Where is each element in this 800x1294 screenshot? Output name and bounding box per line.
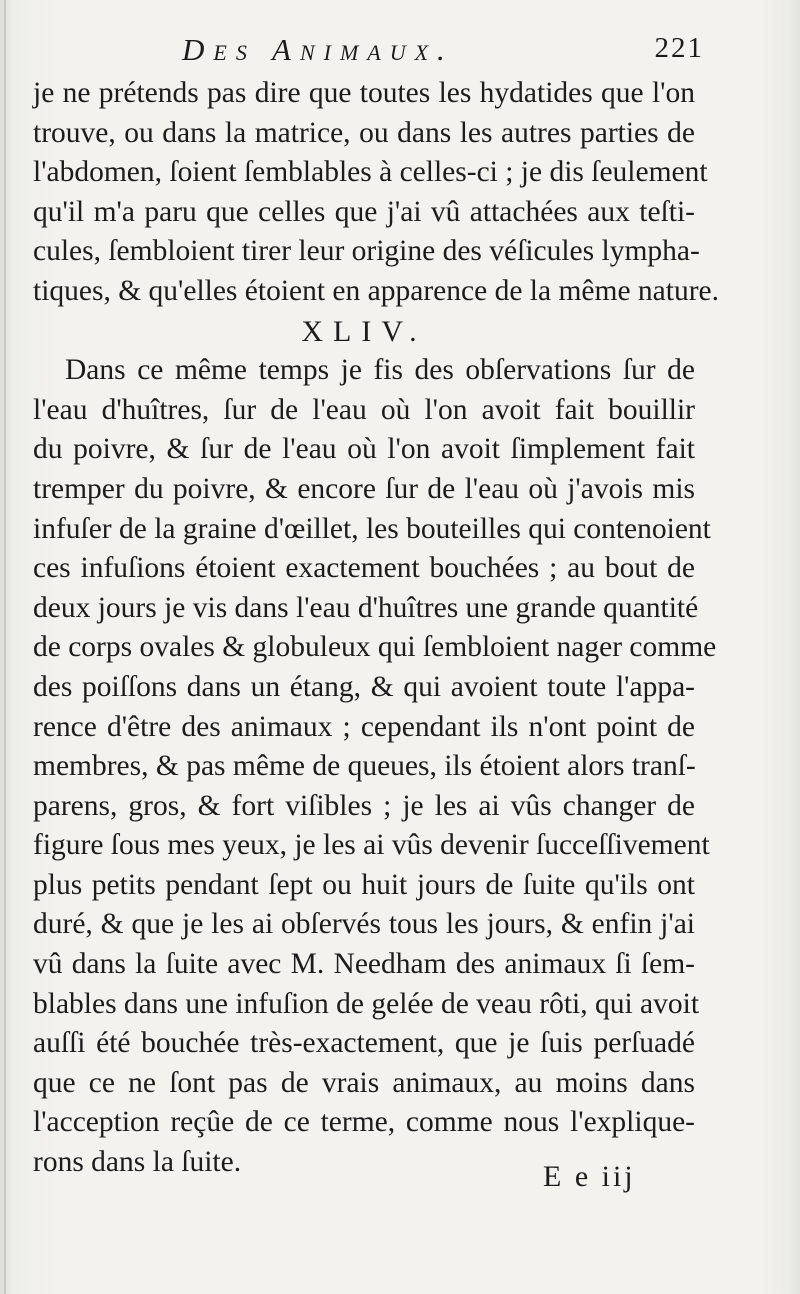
page-number: 221 [654,32,704,64]
text-line: des poiſſons dans un étang, & qui avoient toute l'appa- [33,670,695,703]
body-text [33,74,719,1183]
text-line: Dans ce même temps je fis des obſervations ſur de [65,354,695,387]
page-gutter [4,0,6,1294]
text-line: qu'il m'a paru que celles que j'ai vû attachées aux teſti- [33,195,695,228]
text-line: figure ſous mes yeux, je les ai vûs devenir ſucceſſivement [33,829,710,862]
text-line: trouve, ou dans la matrice, ou dans les autres parties de [33,116,695,149]
text-line: auſſi été bouchée très-exactement, que je ſuis perſuadé [33,1027,695,1060]
text-line: blables dans une infuſion de gelée de veau rôti, qui avoit [33,987,700,1020]
text-line: deux jours je vis dans l'eau d'huîtres une grande quantité [33,591,699,624]
text-line: tremper du poivre, & encore ſur de l'eau où j'avois mis [33,472,695,505]
section-heading: XLIV. [301,314,427,348]
text-line: duré, & que je les ai obſervés tous les jours, & enfin j'ai [33,908,695,941]
text-line: infuſer de la graine d'œillet, les bouteilles qui contenoient [33,512,711,545]
running-head [32,26,704,70]
text-line: rons dans la ſuite. [33,1146,242,1179]
text-line: rence d'être des animaux ; cependant ils n'ont point de [33,710,695,743]
text-line: l'eau d'huîtres, ſur de l'eau où l'on avoit fait bouillir [33,393,695,426]
text-line: que ce ne ſont pas de vrais animaux, au moins dans [33,1066,695,1099]
text-line: l'abdomen, ſoient ſemblables à celles-ci ; je dis ſeulement [33,156,708,189]
signature-mark: E e iij [543,1160,636,1193]
text-line: parens, gros, & fort viſibles ; je les ai vûs changer de [33,789,695,822]
running-title: Des Animaux. [182,32,454,67]
text-line: ces infuſions étoient exactement bouchées ; au bout de [33,552,695,585]
text-line: de corps ovales & globuleux qui ſembloient nager comme [33,631,717,664]
text-line: vû dans la ſuite avec M. Needham des animaux ſi ſem- [33,948,695,981]
text-line: tiques, & qu'elles étoient en apparence de la même nature. [33,274,719,307]
text-line: du poivre, & ſur de l'eau où l'on avoit ſimplement fait [33,433,695,466]
text-line: l'acception reçûe de ce terme, comme nous l'explique- [33,1106,695,1139]
text-line: membres, & pas même de queues, ils étoient alors tranſ- [33,750,696,783]
text-line: cules, ſembloient tirer leur origine des véſicules lympha- [33,235,700,268]
text-line: plus petits pendant ſept ou huit jours de ſuite qu'ils ont [33,868,695,901]
text-line: je ne prétends pas dire que toutes les hydatides que l'on [33,77,695,109]
